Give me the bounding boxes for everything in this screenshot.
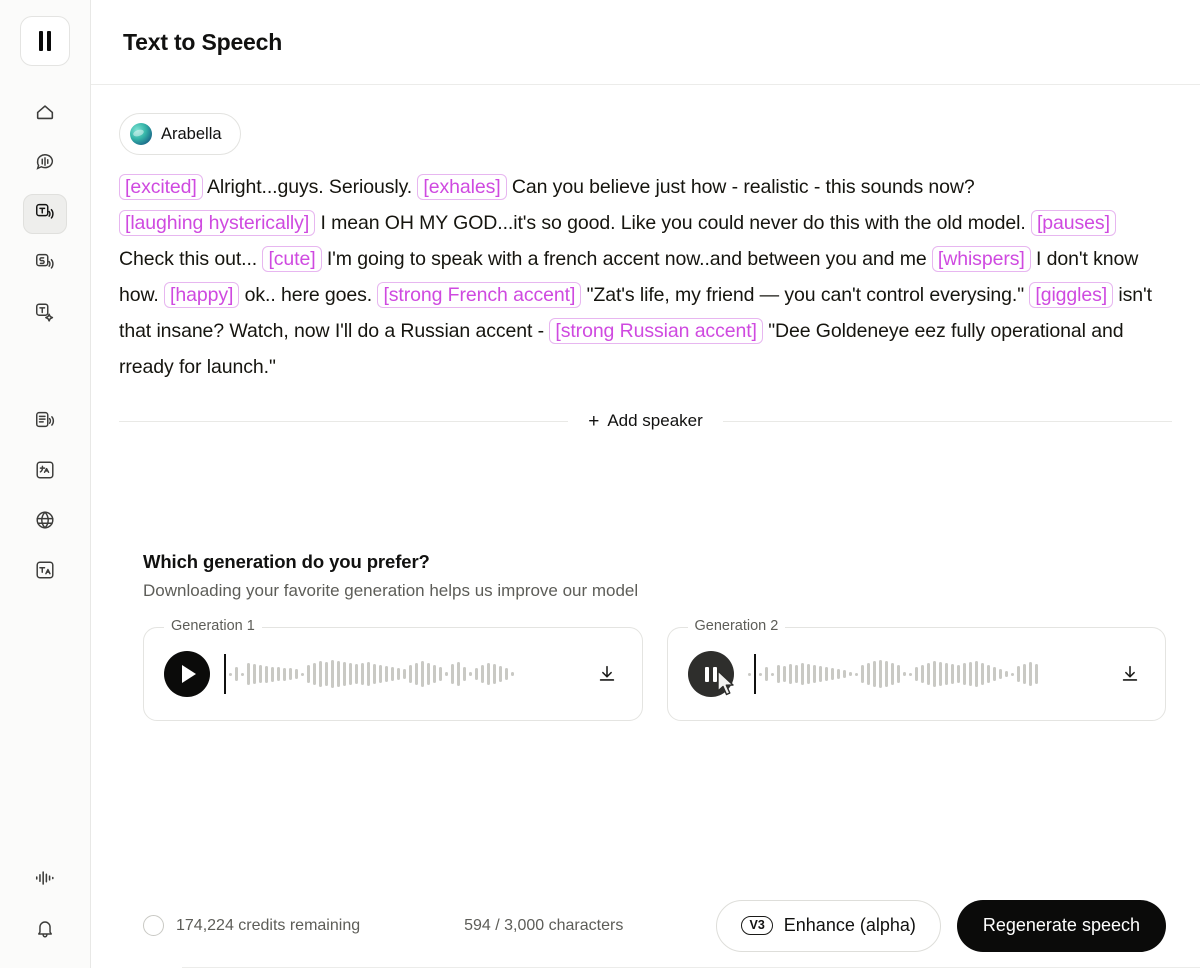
waveform-bar bbox=[1017, 666, 1020, 682]
waveform-bar bbox=[843, 670, 846, 678]
waveform-bar bbox=[457, 662, 460, 686]
credits-icon bbox=[143, 915, 164, 936]
sidebar-item-notifications[interactable] bbox=[23, 910, 67, 950]
editor-text: isn't that insane? Watch, now I'll do a Russian accent - bbox=[119, 284, 1152, 342]
add-speaker-button[interactable] bbox=[568, 411, 723, 431]
waveform-bar bbox=[771, 673, 774, 676]
waveform-bar bbox=[789, 664, 792, 684]
waveform-bar bbox=[837, 669, 840, 679]
divider-right bbox=[723, 421, 1172, 422]
download-button-generation-2[interactable] bbox=[1113, 657, 1147, 691]
sidebar-item-voice-library[interactable] bbox=[23, 502, 67, 542]
sidebar-item-dubbing[interactable] bbox=[23, 452, 67, 492]
waveform-bar bbox=[1011, 673, 1014, 676]
sidebar-item-voice-changer[interactable] bbox=[23, 294, 67, 334]
waveform-bar bbox=[777, 665, 780, 683]
waveform-bar bbox=[993, 667, 996, 681]
waveform-bar bbox=[861, 665, 864, 683]
waveform-bar bbox=[259, 665, 262, 683]
credits-label: 174,224 credits remaining bbox=[176, 916, 361, 934]
waveform-bar bbox=[1029, 662, 1032, 686]
waveform-bar bbox=[748, 673, 751, 676]
waveform-bar bbox=[783, 666, 786, 682]
waveform-bar bbox=[241, 673, 244, 676]
translate-icon bbox=[34, 459, 56, 486]
generation-1-label: Generation 1 bbox=[164, 618, 262, 634]
waveform-bar bbox=[421, 661, 424, 687]
generation-card-1[interactable] bbox=[143, 618, 643, 721]
pause-icon bbox=[705, 667, 717, 682]
waveform-bar bbox=[945, 663, 948, 685]
waveform-bar bbox=[879, 660, 882, 688]
speaker-row bbox=[119, 85, 1172, 155]
waveform-bar bbox=[325, 662, 328, 686]
editor-tag[interactable]: [exhales] bbox=[417, 174, 506, 200]
waveform-bar bbox=[265, 666, 268, 683]
avatar bbox=[130, 123, 152, 145]
add-speaker-label: Add speaker bbox=[607, 411, 703, 430]
download-icon bbox=[596, 663, 618, 685]
waveform-bar bbox=[499, 666, 502, 682]
main-panel bbox=[91, 0, 1200, 968]
waveform-bar bbox=[295, 669, 298, 679]
voice-effects-icon bbox=[34, 301, 56, 328]
sidebar-item-voices[interactable] bbox=[23, 144, 67, 184]
editor-tag[interactable]: [cute] bbox=[262, 246, 321, 272]
sidebar-item-studio[interactable] bbox=[23, 402, 67, 442]
waveform-bar bbox=[289, 668, 292, 680]
regenerate-speech-button[interactable] bbox=[957, 900, 1166, 952]
waveform-bar bbox=[373, 664, 376, 684]
version-badge: V3 bbox=[741, 916, 772, 936]
waveform-bar bbox=[367, 662, 370, 686]
editor-text: Can you believe just how - realistic - this sounds now? bbox=[506, 176, 975, 198]
editor-text: I'm going to speak with a french accent now..and between you and me bbox=[321, 248, 932, 270]
waveform-bar bbox=[475, 668, 478, 680]
waveform-bar bbox=[445, 672, 448, 676]
waveform-bar bbox=[849, 672, 852, 676]
generation-card-2[interactable] bbox=[667, 618, 1167, 721]
download-button-generation-1[interactable] bbox=[590, 657, 624, 691]
regenerate-label: Regenerate speech bbox=[982, 915, 1140, 935]
waveform-bar bbox=[235, 667, 238, 681]
editor-text: Alright...guys. Seriously. bbox=[202, 176, 418, 198]
generation-row bbox=[143, 618, 1172, 721]
sidebar-item-text-to-speech[interactable] bbox=[23, 194, 67, 234]
waveform-bar bbox=[349, 663, 352, 685]
waveform-bar bbox=[1035, 664, 1038, 684]
app-logo-button[interactable] bbox=[20, 16, 70, 66]
download-icon bbox=[1119, 663, 1141, 685]
waveform-bar bbox=[439, 667, 442, 681]
waveform-bar bbox=[903, 672, 906, 676]
waveform-generation-2[interactable] bbox=[748, 651, 1100, 697]
waveform-bar bbox=[271, 667, 274, 682]
waveform-bar bbox=[969, 662, 972, 686]
preference-subtitle: Downloading your favorite generation helps us improve our model bbox=[143, 581, 639, 600]
waveform-bar bbox=[831, 668, 834, 680]
waveform-bar bbox=[493, 664, 496, 684]
play-button-generation-1[interactable] bbox=[164, 651, 210, 697]
waveform-bar bbox=[481, 665, 484, 683]
audio-waveform-icon bbox=[34, 867, 56, 894]
sidebar-item-home[interactable] bbox=[23, 94, 67, 134]
waveform-bar bbox=[427, 663, 430, 685]
enhance-button[interactable] bbox=[716, 900, 940, 952]
waveform-bar bbox=[819, 666, 822, 682]
editor-text: ok.. here goes. bbox=[239, 284, 378, 306]
waveform-bar bbox=[505, 668, 508, 680]
waveform-bar bbox=[915, 667, 918, 681]
waveform-bar bbox=[807, 664, 810, 684]
preference-title: Which generation do you prefer? bbox=[143, 551, 430, 572]
editor-text: "Dee Goldeneye eez fully operational and rready for launch." bbox=[119, 320, 1124, 378]
enhance-label: Enhance (alpha) bbox=[783, 915, 916, 935]
speaker-chip[interactable] bbox=[119, 113, 241, 155]
waveform-bar bbox=[981, 663, 984, 685]
waveform-bar bbox=[379, 665, 382, 683]
waveform-bar bbox=[313, 663, 316, 685]
waveform-bar bbox=[277, 667, 280, 681]
waveform-bar bbox=[403, 669, 406, 679]
pause-button-generation-2[interactable] bbox=[688, 651, 734, 697]
waveform-bar bbox=[283, 668, 286, 681]
sidebar-item-transcript[interactable] bbox=[23, 552, 67, 592]
waveform-bar bbox=[331, 660, 334, 688]
editor-tag[interactable]: [happy] bbox=[164, 282, 239, 308]
add-speaker-row bbox=[119, 411, 1172, 431]
divider-left bbox=[119, 421, 568, 422]
waveform-bar bbox=[1005, 671, 1008, 677]
waveform-bar bbox=[957, 665, 960, 683]
waveform-bar bbox=[451, 664, 454, 684]
waveform-generation-1[interactable] bbox=[224, 651, 576, 697]
text-to-speech-icon bbox=[34, 201, 56, 228]
text-editor[interactable] bbox=[119, 169, 1165, 385]
footer-bar bbox=[119, 882, 1172, 968]
editor-text: I don't know how. bbox=[119, 248, 1139, 306]
content-area bbox=[91, 85, 1200, 968]
waveform-bar bbox=[813, 665, 816, 683]
waveform-bar bbox=[885, 661, 888, 687]
bell-icon bbox=[34, 917, 56, 944]
sidebar bbox=[0, 0, 91, 968]
editor-tag[interactable]: [excited] bbox=[119, 174, 203, 200]
waveform-bar bbox=[391, 667, 394, 681]
playhead bbox=[754, 654, 756, 694]
waveform-bar bbox=[873, 661, 876, 687]
editor-text: "Zat's life, my friend — you can't control everysing." bbox=[581, 284, 1030, 306]
waveform-bar bbox=[963, 663, 966, 685]
credits-status bbox=[143, 915, 360, 936]
waveform-bar bbox=[909, 673, 912, 676]
waveform-bar bbox=[999, 669, 1002, 679]
waveform-bar bbox=[385, 666, 388, 682]
waveform-bar bbox=[921, 665, 924, 683]
waveform-bar bbox=[337, 661, 340, 687]
waveform-bar bbox=[487, 663, 490, 685]
editor-tag[interactable]: [laughing hysterically] bbox=[119, 210, 315, 236]
waveform-bar bbox=[469, 672, 472, 676]
editor-tag[interactable]: [giggles] bbox=[1029, 282, 1113, 308]
waveform-bar bbox=[765, 667, 768, 681]
waveform-bar bbox=[951, 664, 954, 684]
sidebar-item-speech-to-speech[interactable] bbox=[23, 244, 67, 284]
pause-logo-icon bbox=[39, 31, 51, 51]
waveform-bar bbox=[1023, 664, 1026, 684]
waveform-bar bbox=[795, 665, 798, 683]
speech-bubble-waveform-icon bbox=[34, 151, 56, 178]
waveform-bar bbox=[867, 663, 870, 685]
waveform-bar bbox=[247, 663, 250, 685]
waveform-bar bbox=[759, 673, 762, 676]
text-translate-icon bbox=[34, 559, 56, 586]
top-bar bbox=[91, 0, 1200, 85]
editor-tag[interactable]: [pauses] bbox=[1031, 210, 1116, 236]
waveform-bar bbox=[301, 673, 304, 676]
waveform-bar bbox=[825, 667, 828, 681]
playhead bbox=[224, 654, 226, 694]
editor-text: I mean OH MY GOD...it's so good. Like you could never do this with the old model. bbox=[315, 212, 1031, 234]
waveform-bar bbox=[801, 663, 804, 685]
document-audio-icon bbox=[34, 409, 56, 436]
home-icon bbox=[34, 101, 56, 128]
waveform-bar bbox=[343, 662, 346, 686]
waveform-bar bbox=[433, 665, 436, 683]
globe-icon bbox=[34, 509, 56, 536]
plus-icon: + bbox=[588, 410, 600, 432]
waveform-bar bbox=[927, 663, 930, 685]
waveform-bar bbox=[229, 673, 232, 676]
page-title: Text to Speech bbox=[123, 28, 283, 55]
waveform-bar bbox=[319, 661, 322, 687]
editor-tag[interactable]: [whispers] bbox=[932, 246, 1031, 272]
waveform-bar bbox=[891, 663, 894, 685]
play-icon bbox=[182, 665, 196, 683]
waveform-bar bbox=[897, 665, 900, 683]
sidebar-item-audio-tools[interactable] bbox=[23, 860, 67, 900]
speaker-name: Arabella bbox=[161, 124, 222, 143]
waveform-bar bbox=[253, 664, 256, 684]
waveform-bar bbox=[361, 663, 364, 685]
editor-tag[interactable]: [strong French accent] bbox=[377, 282, 581, 308]
preference-section bbox=[119, 551, 1172, 721]
waveform-bar bbox=[939, 662, 942, 686]
waveform-bar bbox=[355, 664, 358, 684]
speech-to-speech-icon bbox=[34, 251, 56, 278]
waveform-bar bbox=[307, 665, 310, 683]
waveform-bar bbox=[511, 672, 514, 676]
waveform-bar bbox=[415, 663, 418, 685]
waveform-bar bbox=[855, 673, 858, 676]
waveform-bar bbox=[463, 667, 466, 681]
character-count: 594 / 3,000 characters bbox=[464, 916, 624, 934]
waveform-bar bbox=[975, 661, 978, 687]
editor-tag[interactable]: [strong Russian accent] bbox=[549, 318, 762, 344]
generation-2-label: Generation 2 bbox=[688, 618, 786, 634]
waveform-bar bbox=[409, 665, 412, 683]
waveform-bar bbox=[987, 665, 990, 683]
waveform-bar bbox=[933, 661, 936, 687]
editor-text: Check this out... bbox=[119, 248, 263, 270]
waveform-bar bbox=[397, 668, 400, 680]
